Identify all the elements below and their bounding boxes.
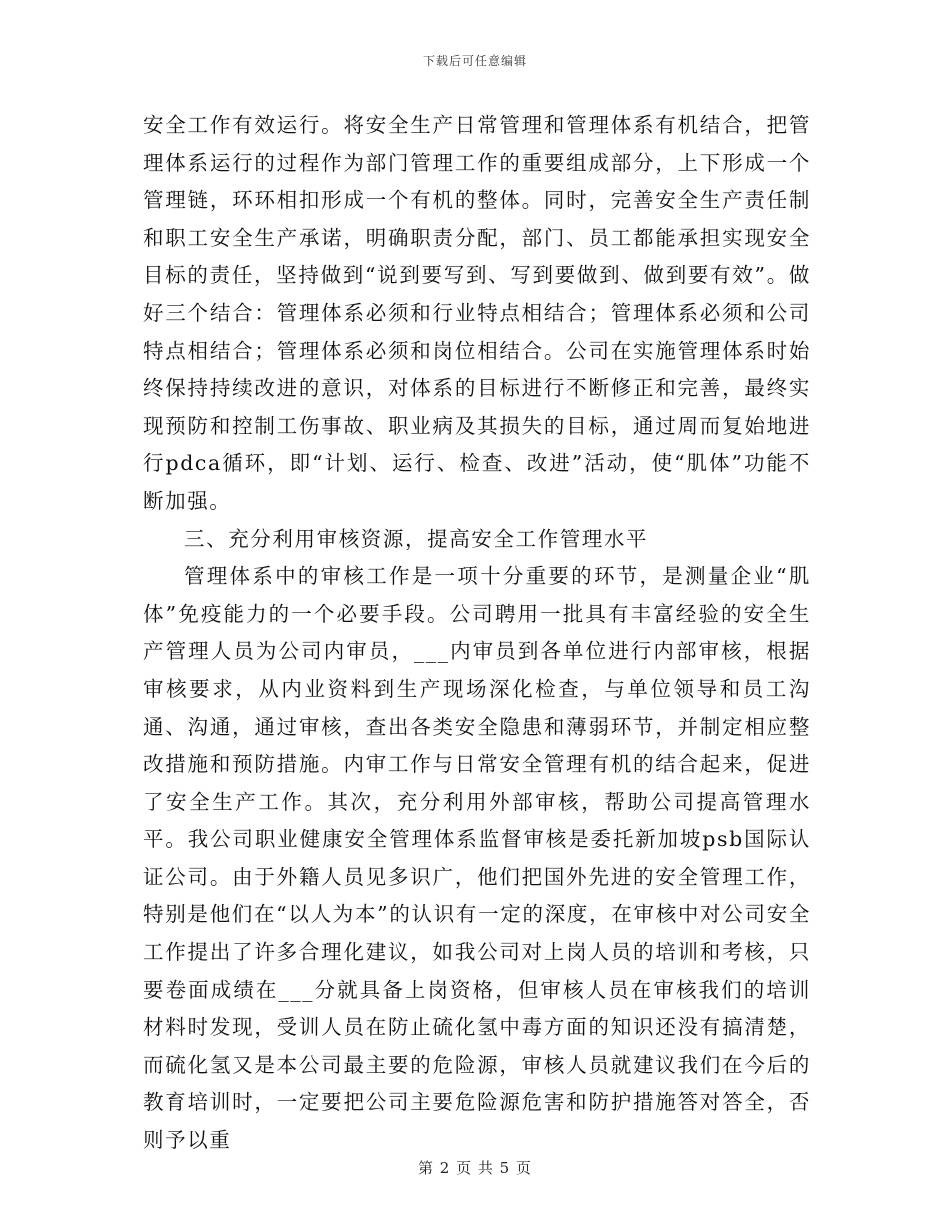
- paragraph-continuation: 安全工作有效运行。将安全生产日常管理和管理体系有机结合，把管理体系运行的过程作为部门管理工作的重要组成部分，上下形成一个管理链，环环相扣形成一个有机的整体。同时，完善安全生产责任制和职工安全生产承诺，明确职责分配，部门、员工都能承担实现安全目标的责任，坚持做到“说到要写到、写到要做到、做到要有效”。做好三个结合：管理体系必须和行业特点相结合；管理体系必须和公司特点相结合；管理体系必须和岗位相结合。公司在实施管理体系时始终保持持续改进的意识，对体系的目标进行不断修正和完善，最终实现预防和控制工伤事故、职业病及其损失的目标，通过周而复始地进行pdca循环，即“计划、运行、检查、改进”活动，使“肌体”功能不断加强。: [143, 113, 811, 513]
- page-number: 第 2 页 共 5 页: [418, 1159, 532, 1177]
- document-body: [143, 107, 811, 1160]
- page-header: 下载后可任意编辑: [422, 54, 527, 68]
- paragraph-audit: 管理体系中的审核工作是一项十分重要的环节，是测量企业“肌体”免疫能力的一个必要手段。公司聘用一批具有丰富经验的安全生产管理人员为公司内审员，___内审员到各单位进行内部审核，根据审核要求，从内业资料到生产现场深化检查，与单位领导和员工沟通、沟通，通过审核，查出各类安全隐患和薄弱环节，并制定相应整改措施和预防措施。内审工作与日常安全管理有机的结合起来，促进了安全生产工作。其次，充分利用外部审核，帮助公司提高管理水平。我公司职业健康安全管理体系监督审核是委托新加坡psb国际认证公司。由于外籍人员见多识广，他们把国外先进的安全管理工作，特别是他们在“以人为本”的认识有一定的深度，在审核中对公司安全工作提出了许多合理化建议，如我公司对上岗人员的培训和考核，只要卷面成绩在___分就具备上岗资格，但审核人员在审核我们的培训材料时发现，受训人员在防止硫化氢中毒方面的知识还没有搞清楚，而硫化氢又是本公司最主要的危险源，审核人员就建议我们在今后的教育培训时，一定要把公司主要危险源危害和防护措施答对答全，否则予以重: [143, 564, 811, 1153]
- section-heading: 三、充分利用审核资源，提高安全工作管理水平: [184, 526, 649, 551]
